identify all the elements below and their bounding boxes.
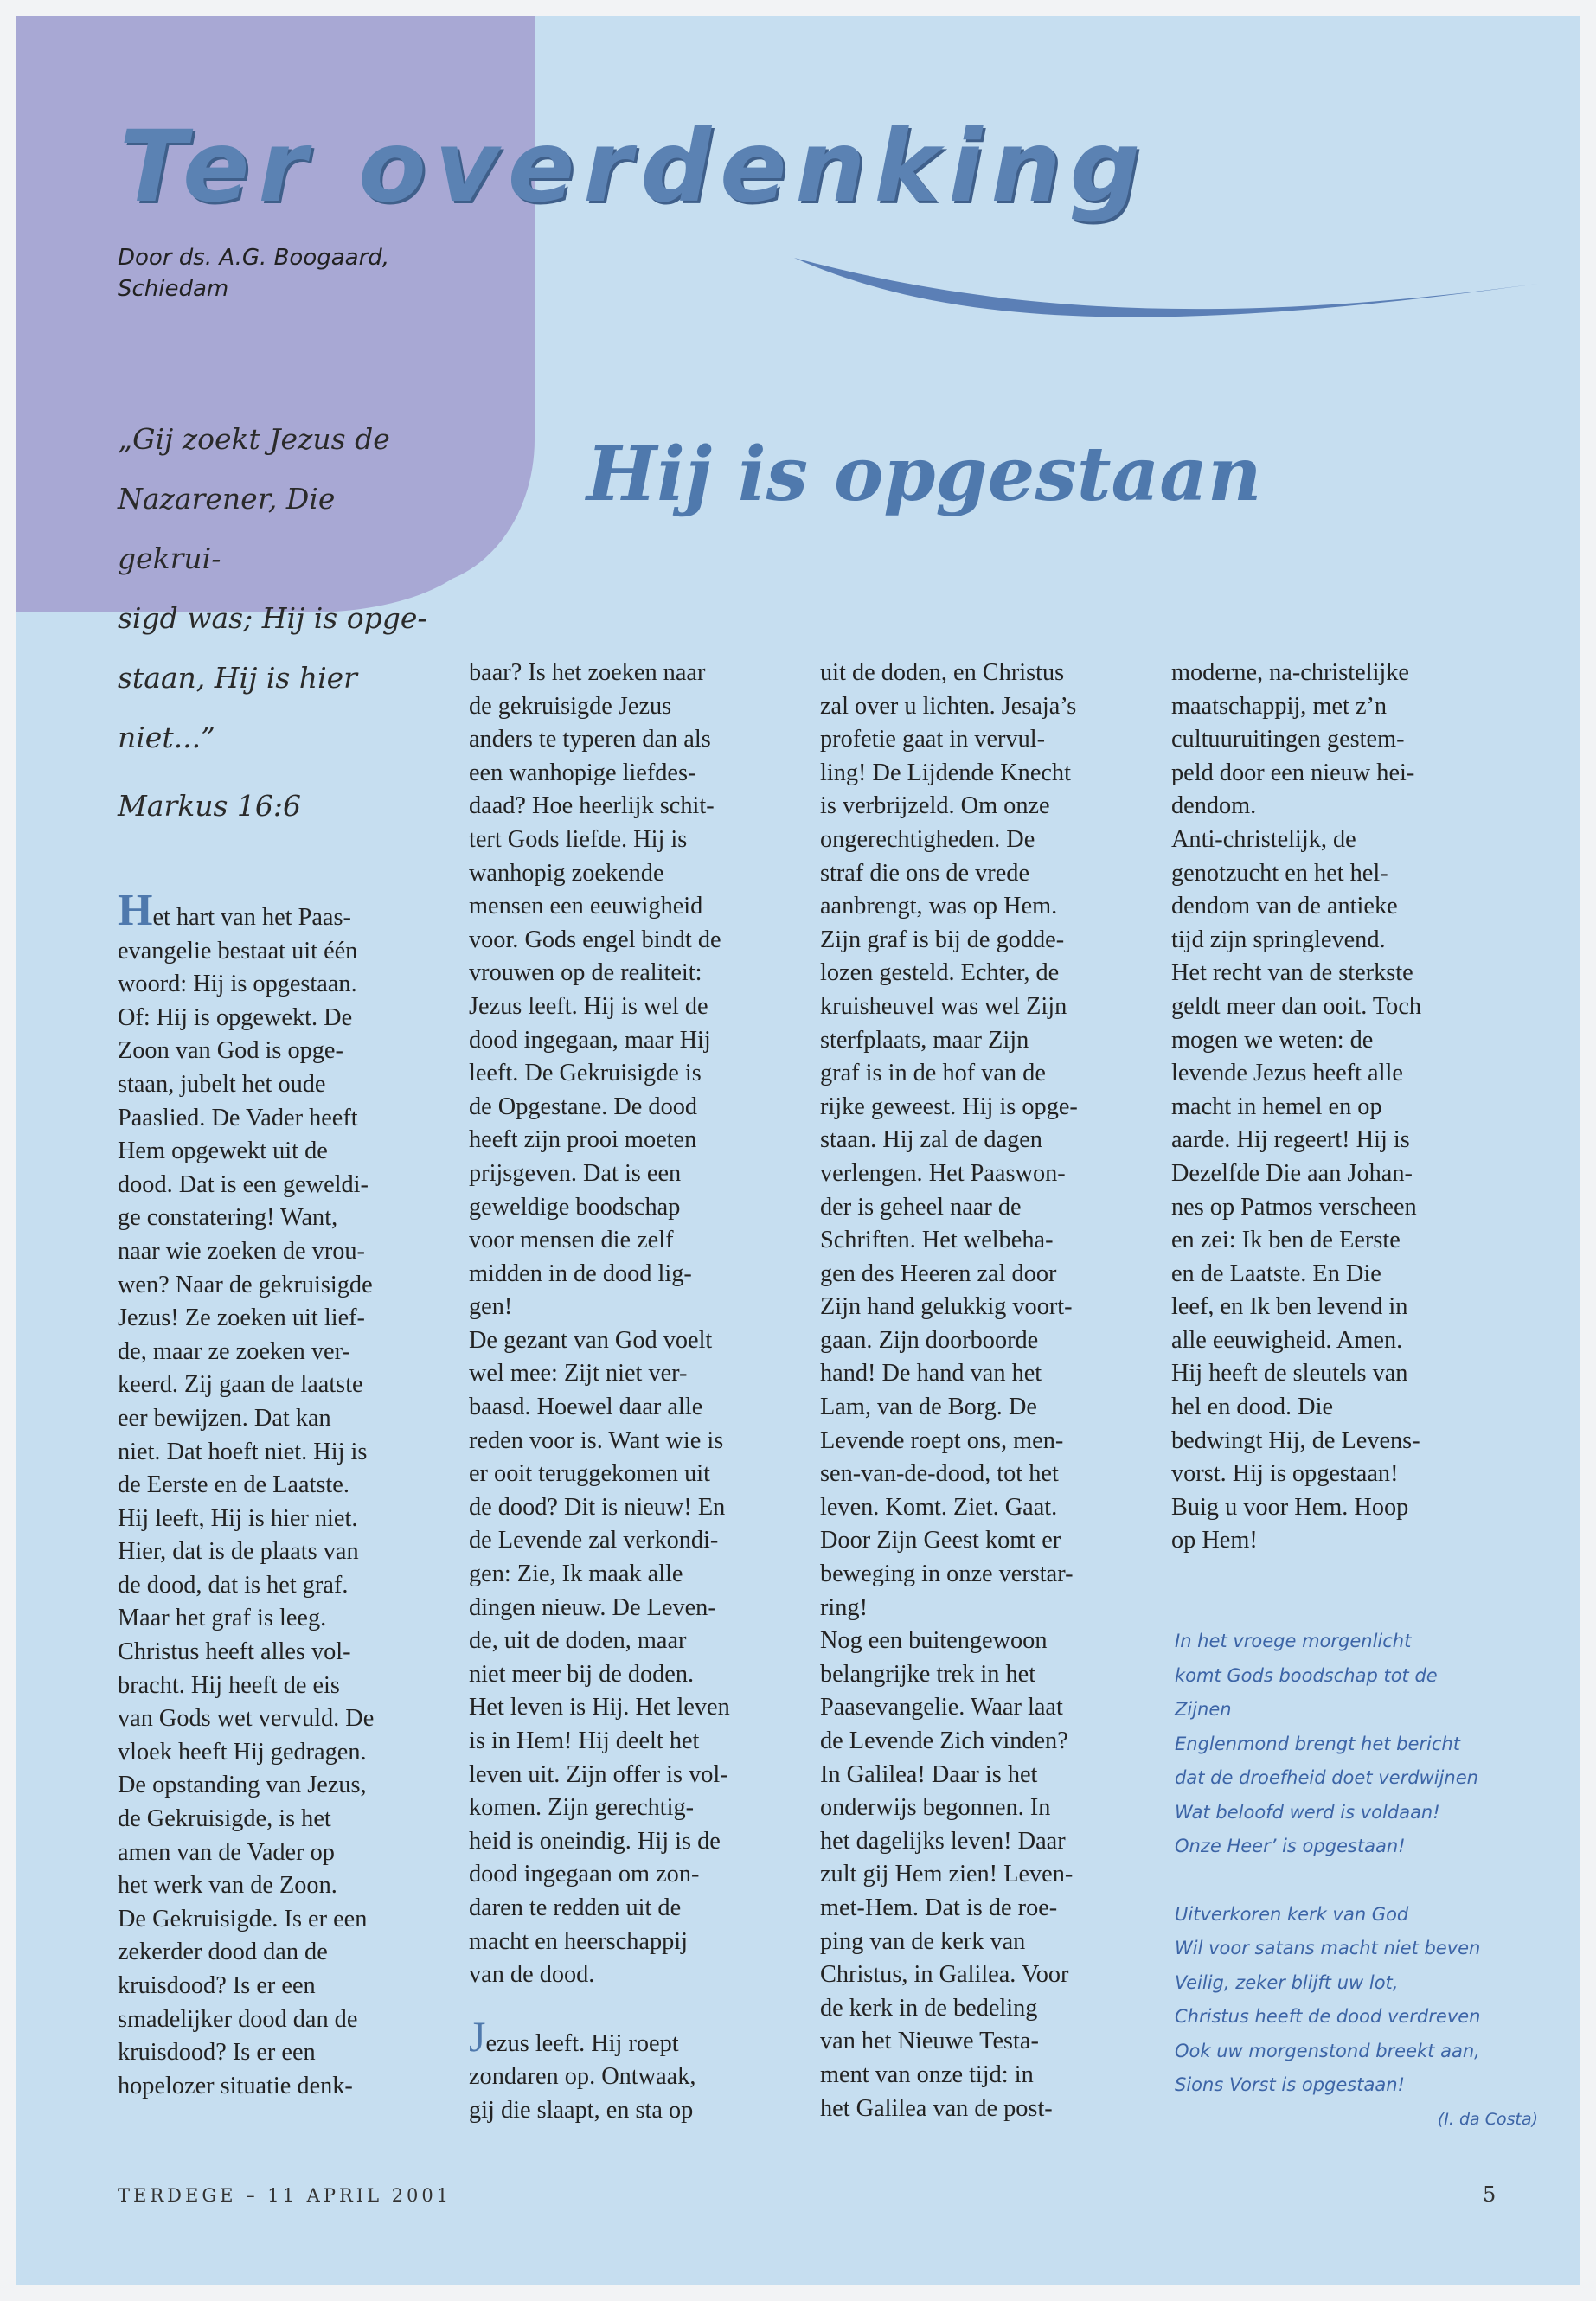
magazine-page	[16, 16, 1580, 2285]
paragraph	[469, 2011, 789, 2128]
publication-footer: TERDEGE – 11 APRIL 2001	[118, 2185, 452, 2206]
poem-stanza: In het vroege morgenlicht komt Gods boodschap tot de Zijnen Englenmond brengt het bericht dat de droefheid doet verdwijnen Wat beloofd werd is voldaan! Onze Heer’ is opgestaan!	[1175, 1631, 1478, 1856]
poem	[1175, 1625, 1538, 2137]
article-column-2	[469, 657, 789, 2128]
column-text: moderne, na-christelijke maatschappij, met z’n cultuuruitingen gestem- peld door een nieuw hei- dendom. Anti-christelijk, de genotzucht en het hel- dendom van de antieke tijd zijn springlevend. Het recht van de sterkste geldt meer dan ooit. Toch mogen we weten: de levende Jezus heeft alle macht in hemel en op aarde. Hij regeert! Hij is Dezelfde Die aan Johan- nes op Patmos verscheen en zei: Ik ben de Eerste en de Laatste. En Die leef, en Ik ben levend in alle eeuwigheid. Amen. Hij heeft de sleutels van hel en dood. Die bedwingt Hij, de Levens- vorst. Hij is opgestaan! Buig u voor Hem. Hoop op Hem!	[1171, 659, 1422, 1554]
article-column-3	[820, 657, 1140, 2125]
poem-stanza: Uitverkoren kerk van God Wil voor satans macht niet beven Veilig, zeker blijft uw lot, Christus heeft de dood verdreven Ook uw morgenstond breekt aan, Sions Vorst is opgestaan!	[1175, 1903, 1481, 2095]
column-text: baar? Is het zoeken naar de gekruisigde Jezus anders te typeren dan als een wanhopige liefdes- daad? Hoe heerlijk schit- tert Gods liefde. Hij is wanhopig zoekende mensen een eeuwigheid voor. Gods engel bindt de vrouwen op de realiteit: Jezus leeft. Hij is wel de dood ingegaan, maar Hij leeft. De Gekruisigde is de Opgestane. De dood heeft zijn prooi moeten prijsgeven. Dat is een geweldige boodschap voor mensen die zelf midden in de dood lig- gen! De gezant van God voelt wel mee: Zijt niet ver- baasd. Hoewel daar alle reden voor is. Want wie is er ooit teruggekomen uit de dood? Dit is nieuw! En de Levende zal verkondi- gen: Zie, Ik maak alle dingen nieuw. De Leven- de, uit de doden, maar niet meer bij de doden. Het leven is Hij. Het leven is in Hem! Hij deelt het leven uit. Zijn offer is vol- komen. Zijn gerechtig- heid is oneindig. Hij is de dood ingegaan om zon- daren te redden uit de macht en heerschappij van de dood.	[469, 659, 730, 1989]
page-number: 5	[1483, 2182, 1497, 2207]
scripture-quote	[118, 409, 446, 836]
drop-cap: J	[469, 2011, 486, 2061]
author-byline	[118, 242, 429, 304]
author-name: Door ds. A.G. Boogaard,	[118, 245, 390, 271]
column-text: et hart van het Paas- evangelie bestaat uit één woord: Hij is opgestaan. Of: Hij is opgewekt. De Zoon van God is opge- staan, jubelt het oude Paaslied. De Vader heeft Hem opgewekt uit de dood. Dat is een geweldi- ge constatering! Want, naar wie zoeken de vrou- wen? Naar de gekruisigde Jezus! Ze zoeken uit lief- de, maar ze zoeken ver- keerd. Zij gaan de laatste eer bewijzen. Dat kan niet. Dat hoeft niet. Hij is de Eerste en de Laatste. Hij leeft, Hij is hier niet. Hier, dat is de plaats van de dood, dat is het graf. Maar het graf is leeg. Christus heeft alles vol- bracht. Hij heeft de eis van Gods wet vervuld. De vloek heeft Hij gedragen. De opstanding van Jezus, de Gekruisigde, is het amen van de Vader op het werk van de Zoon. De Gekruisigde. Is er een zekerder dood dan de kruisdood? Is er een smadelijker dood dan de kruisdood? Is er een hopelozer situatie denk-	[118, 904, 375, 2099]
section-title: Ter overdenking	[119, 109, 1150, 224]
quote-line: staan, Hij is hier	[118, 661, 357, 695]
wave-swoosh-decoration	[794, 232, 1538, 353]
author-location: Schiedam	[118, 276, 229, 302]
article-column-4	[1171, 657, 1491, 1558]
quote-line: sigd was; Hij is opge-	[118, 601, 427, 635]
paragraph	[118, 886, 438, 2103]
quote-line: „Gij zoekt Jezus de	[118, 422, 390, 456]
article-headline: Hij is opgestaan	[586, 431, 1262, 518]
quote-reference: Markus 16:6	[118, 789, 302, 823]
quote-line: Nazarener, Die gekrui-	[118, 482, 336, 575]
quote-line: niet...”	[118, 721, 215, 754]
poem-credit: (I. da Costa)	[1437, 2109, 1538, 2129]
article-column-1	[118, 886, 438, 2103]
drop-cap: H	[118, 886, 153, 935]
column-text: uit de doden, en Christus zal over u lichten. Jesaja’s profetie gaat in vervul- ling! De Lijdende Knecht is verbrijzeld. Om onze ongerechtigheden. De straf die ons de vrede aanbrengt, was op Hem. Zijn graf is bij de godde- lozen gesteld. Echter, de kruisheuvel was wel Zijn sterfplaats, maar Zijn graf is in de hof van de rijke geweest. Hij is opge- staan. Hij zal de dagen verlengen. Het Paaswon- der is geheel naar de Schriften. Het welbeha- gen des Heeren zal door Zijn hand gelukkig voort- gaan. Zijn doorboorde hand! De hand van het Lam, van de Borg. De Levende roept ons, men- sen-van-de-dood, tot het leven. Komt. Ziet. Gaat. Door Zijn Geest komt er beweging in onze verstar- ring! Nog een buitengewoon belangrijke trek in het Paasevangelie. Waar laat de Levende Zich vinden? In Galilea! Daar is het onderwijs begonnen. In het dagelijks leven! Daar zult gij Hem zien! Leven- met-Hem. Dat is de roe- ping van de kerk van Christus, in Galilea. Voor de kerk in de bedeling van het Nieuwe Testa- ment van onze tijd: in het Galilea van de post-	[820, 659, 1078, 2122]
column-text: ezus leeft. Hij roept zondaren op. Ontwaak, gij die slaapt, en sta op	[469, 2029, 696, 2124]
